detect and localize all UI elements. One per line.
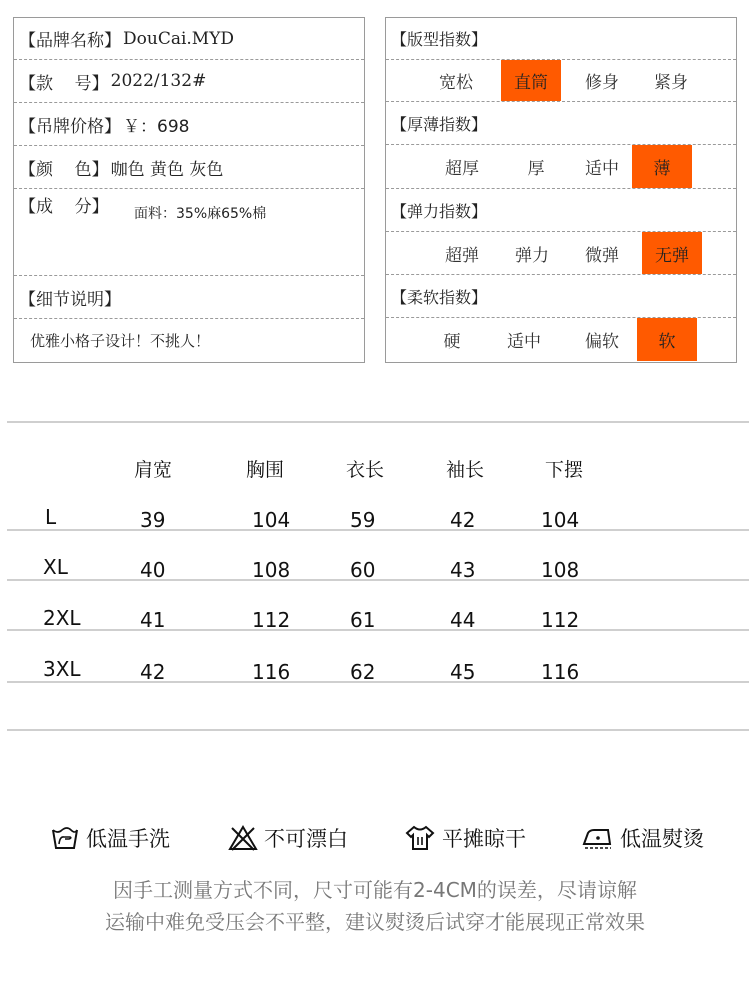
thickness-option-extra-thick: 超厚 bbox=[445, 159, 479, 179]
header-sleeve: 袖长 bbox=[446, 459, 485, 481]
size-cell: XL bbox=[43, 555, 68, 579]
low-iron-icon bbox=[582, 824, 614, 852]
length-cell: 59 bbox=[350, 508, 376, 532]
sleeve-cell: 42 bbox=[450, 508, 476, 532]
sleeve-cell: 44 bbox=[450, 608, 476, 632]
care-low-iron bbox=[582, 820, 704, 856]
price-value: ￥：698 bbox=[123, 116, 190, 137]
color-row bbox=[14, 146, 364, 189]
hem-cell: 108 bbox=[541, 558, 580, 582]
header-shoulder: 肩宽 bbox=[134, 459, 173, 481]
sleeve-cell: 45 bbox=[450, 660, 476, 684]
header-length: 衣长 bbox=[346, 459, 385, 481]
chest-cell: 108 bbox=[252, 558, 291, 582]
thickness-index-options bbox=[386, 145, 736, 189]
care-dry-flat bbox=[404, 820, 526, 856]
shoulder-cell: 39 bbox=[140, 508, 166, 532]
hem-cell: 112 bbox=[541, 608, 580, 632]
chest-cell: 112 bbox=[252, 608, 291, 632]
elasticity-option-super: 超弹 bbox=[445, 245, 479, 266]
elasticity-option-slight: 微弹 bbox=[585, 245, 619, 266]
ironing-note: 运输中难免受压会不平整，建议熨烫后试穿才能展现正常效果 bbox=[105, 910, 645, 934]
color-label: 【颜 色】 bbox=[19, 159, 109, 180]
elasticity-index-options bbox=[386, 232, 736, 275]
measurement-note: 因手工测量方式不同，尺寸可能有2-4CM的误差，尽请谅解 bbox=[113, 878, 637, 902]
row-rule bbox=[7, 629, 749, 631]
color-value: 咖色 黄色 灰色 bbox=[110, 159, 224, 180]
price-label: 【吊牌价格】 bbox=[19, 116, 121, 137]
style-number-row bbox=[14, 60, 364, 103]
thickness-option-thin-selected: 薄 bbox=[632, 145, 692, 188]
composition-label: 【成 分】 bbox=[19, 197, 109, 217]
table-bottom-rule bbox=[7, 729, 749, 731]
composition-row bbox=[14, 189, 364, 276]
softness-option-soft-ish: 偏软 bbox=[585, 332, 619, 352]
care-label: 不可漂白 bbox=[264, 827, 348, 851]
header-chest: 胸围 bbox=[246, 459, 285, 481]
composition-value: 面料：35%麻65%棉 bbox=[134, 206, 267, 222]
shoulder-cell: 41 bbox=[140, 608, 166, 632]
fit-index-title: 【版型指数】 bbox=[386, 18, 736, 60]
size-cell: L bbox=[45, 505, 57, 529]
row-rule bbox=[7, 579, 749, 581]
shoulder-cell: 40 bbox=[140, 558, 166, 582]
thickness-index-title: 【厚薄指数】 bbox=[386, 102, 736, 145]
row-rule bbox=[7, 681, 749, 683]
fit-option-straight-selected: 直筒 bbox=[501, 60, 561, 101]
shoulder-cell: 42 bbox=[140, 660, 166, 684]
style-number-value: 2022/132# bbox=[110, 71, 207, 91]
fit-option-slim: 修身 bbox=[585, 73, 619, 93]
product-info-box bbox=[13, 17, 365, 363]
row-rule bbox=[7, 529, 749, 531]
chest-cell: 104 bbox=[252, 508, 291, 532]
no-bleach-icon bbox=[228, 824, 258, 852]
dry-flat-icon bbox=[404, 824, 436, 852]
fit-option-loose: 宽松 bbox=[439, 73, 473, 93]
size-cell: 2XL bbox=[43, 606, 81, 630]
softness-index-options bbox=[386, 318, 736, 361]
fit-index-options bbox=[386, 60, 736, 102]
softness-option-hard: 硬 bbox=[443, 332, 461, 352]
brand-row bbox=[14, 18, 364, 60]
softness-option-soft-selected: 软 bbox=[637, 318, 697, 361]
length-cell: 60 bbox=[350, 558, 376, 582]
softness-option-medium: 适中 bbox=[507, 332, 541, 352]
care-label: 平摊晾干 bbox=[442, 827, 526, 851]
softness-index-title: 【柔软指数】 bbox=[386, 275, 736, 318]
thickness-option-thick: 厚 bbox=[527, 159, 545, 179]
care-label: 低温熨烫 bbox=[620, 827, 704, 851]
length-cell: 62 bbox=[350, 660, 376, 684]
hand-wash-icon bbox=[50, 824, 80, 852]
elasticity-index-title: 【弹力指数】 bbox=[386, 189, 736, 232]
care-label: 低温手洗 bbox=[86, 827, 170, 851]
length-cell: 61 bbox=[350, 608, 376, 632]
thickness-option-medium: 适中 bbox=[585, 159, 619, 179]
elasticity-option-elastic: 弹力 bbox=[515, 245, 549, 266]
brand-value: DouCai.MYD bbox=[123, 28, 235, 49]
header-hem: 下摆 bbox=[545, 459, 584, 481]
size-cell: 3XL bbox=[43, 657, 81, 681]
sleeve-cell: 43 bbox=[450, 558, 476, 582]
brand-label: 【品牌名称】 bbox=[19, 31, 121, 51]
detail-value: 优雅小格子设计！不挑人！ bbox=[30, 331, 211, 350]
fabric-index-box bbox=[385, 17, 737, 363]
detail-label: 【细节说明】 bbox=[19, 289, 121, 310]
detail-value-row bbox=[14, 319, 364, 361]
chest-cell: 116 bbox=[252, 660, 291, 684]
hem-cell: 104 bbox=[541, 508, 580, 532]
elasticity-option-none-selected: 无弹 bbox=[642, 232, 702, 274]
care-no-bleach bbox=[228, 820, 348, 856]
detail-row bbox=[14, 276, 364, 319]
hem-cell: 116 bbox=[541, 660, 580, 684]
price-row bbox=[14, 103, 364, 146]
style-number-label: 【款 号】 bbox=[19, 73, 109, 94]
table-top-rule bbox=[7, 421, 749, 423]
care-hand-wash bbox=[50, 820, 170, 856]
fit-option-tight: 紧身 bbox=[654, 73, 688, 93]
